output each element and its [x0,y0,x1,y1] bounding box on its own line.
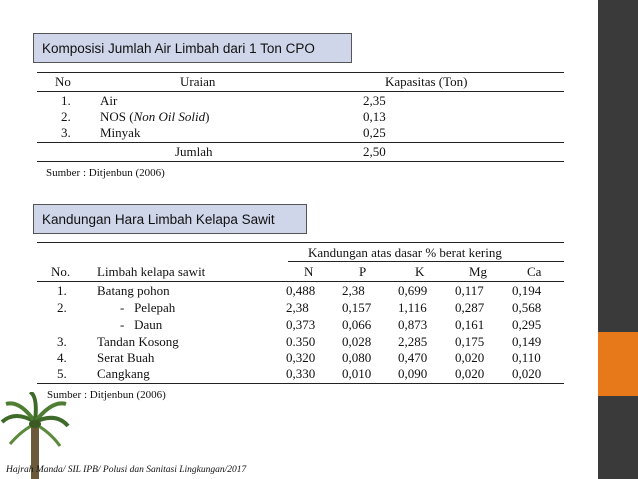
table2-cell-n: 0.350 [286,334,316,349]
table2-cell-ca: 0,194 [512,283,542,298]
table2-header-rule [37,281,564,282]
table2-row-no: 2. [57,300,67,315]
table2-cell-mg: 0,020 [455,350,485,365]
table2-header-ca: Ca [527,264,542,279]
table2-title: Kandungan Hara Limbah Kelapa Sawit [33,204,307,234]
table2-source: Sumber : Ditjenbun (2006) [47,389,166,401]
table2-header-no: No. [51,264,71,279]
table2-row-limbah: - Daun [120,317,163,332]
table1-header-uraian: Uraian [180,74,216,89]
table2-header-p: P [359,264,367,279]
table2-row-no: 1. [57,283,67,298]
table2-cell-ca: 0,149 [512,334,542,349]
footer-credit: Hajrah Manda/ SIL IPB/ Polusi dan Sanitasi Lingkungan/2017 [6,465,247,475]
table2-cell-ca: 0,295 [512,317,542,332]
table2-cell-k: 0,470 [398,350,428,365]
table2-cell-ca: 0,568 [512,300,542,315]
table2-header-k: K [415,264,425,279]
table1-total-label: Jumlah [175,144,213,159]
table1-header-no: No [55,74,71,89]
table2-cell-mg: 0,175 [455,334,485,349]
table2-cell-k: 0,873 [398,317,428,332]
table1-row-kapasitas: 0,13 [363,109,386,124]
table2-cell-k: 2,285 [398,334,428,349]
table2-row-limbah: Tandan Kosong [97,334,179,349]
table2-row-limbah: - Pelepah [120,300,176,315]
table1-total-value: 2,50 [363,144,386,159]
table1-source: Sumber : Ditjenbun (2006) [46,167,165,179]
orange-accent-block [598,332,638,396]
table2-row-no: 4. [57,350,67,365]
table2-cell-k: 1,116 [398,300,427,315]
table2-cell-p: 0,010 [342,366,372,381]
table1-row-uraian: Air [100,93,118,108]
table2-row-limbah: Batang pohon [97,283,170,298]
table1-bottom-rule [37,161,564,162]
table2-header-n: N [304,264,314,279]
table2-cell-p: 0,080 [342,350,372,365]
table1-title: Komposisi Jumlah Air Limbah dari 1 Ton CPO [33,33,352,63]
table1-row-no: 2. [61,109,71,124]
table2-cell-n: 2,38 [286,300,309,315]
table2-cell-p: 0,028 [342,334,372,349]
table2-row-no: 5. [57,366,67,381]
table2-row-limbah: Serat Buah [97,350,155,365]
table2-bottom-rule [37,383,564,384]
table2-cell-p: 0,066 [342,317,372,332]
table2-row-no: 3. [57,334,67,349]
table1-row-no: 3. [61,125,71,140]
table2-header-mg: Mg [469,264,488,279]
table2-cell-ca: 0,020 [512,366,542,381]
table2-group-rule [288,261,564,262]
table1-header-rule [37,91,564,92]
table2-cell-mg: 0,161 [455,317,485,332]
table1-total-rule [37,142,564,143]
table2-cell-ca: 0,110 [512,350,541,365]
table1-header-kapasitas: Kapasitas (Ton) [385,74,468,89]
table2-cell-p: 0,157 [342,300,372,315]
table1-top-rule [37,72,564,73]
right-sidebar-bar [598,0,638,479]
table2-cell-k: 0,090 [398,366,428,381]
table2-cell-n: 0,488 [286,283,316,298]
table2-cell-mg: 0,020 [455,366,485,381]
table2-cell-mg: 0,117 [455,283,484,298]
table2-top-rule [37,242,564,243]
table2-cell-n: 0,373 [286,317,316,332]
table2-cell-n: 0,320 [286,350,316,365]
table2-cell-k: 0,699 [398,283,428,298]
table1-row-no: 1. [61,93,71,108]
table1-row-uraian: NOS (Non Oil Solid) [100,109,210,124]
table2-cell-n: 0,330 [286,366,316,381]
table2-cell-mg: 0,287 [455,300,485,315]
table1-row-uraian: Minyak [100,125,141,140]
table1-row-kapasitas: 2,35 [363,93,386,108]
table2-header-limbah: Limbah kelapa sawit [97,264,206,279]
table2-group-header: Kandungan atas dasar % berat kering [308,245,502,260]
table2-cell-p: 2,38 [342,283,365,298]
table2-row-limbah: Cangkang [97,366,150,381]
table1-row-kapasitas: 0,25 [363,125,386,140]
